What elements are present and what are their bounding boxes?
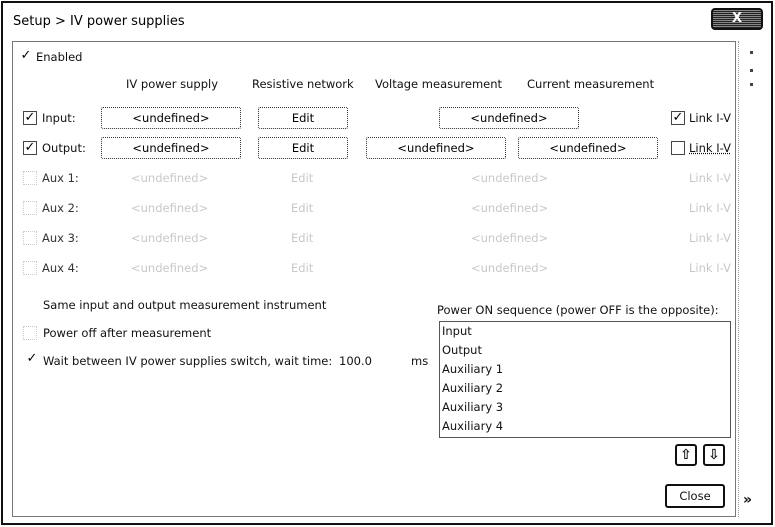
- aux4-supply-button: <undefined>: [131, 261, 209, 275]
- header-iv-power-supply: IV power supply: [126, 77, 218, 91]
- aux3-link-label: Link I-V: [689, 231, 731, 245]
- aux2-label: Aux 2:: [42, 201, 79, 215]
- scroll-dot: [750, 69, 753, 72]
- scroll-dot: [750, 83, 753, 86]
- sequence-label: Power ON sequence (power OFF is the opposite):: [437, 303, 719, 317]
- arrow-up-icon: ⇧: [680, 447, 692, 463]
- arrow-down-icon: ⇩: [708, 447, 720, 463]
- aux1-edit-button: Edit: [291, 171, 314, 185]
- output-current-button[interactable]: <undefined>: [518, 137, 658, 159]
- aux4-checkbox[interactable]: [23, 261, 37, 275]
- wait-checkbox[interactable]: ✓: [26, 351, 38, 366]
- enabled-checkbox[interactable]: ✓: [20, 48, 32, 63]
- window-title: Setup > IV power supplies: [13, 14, 185, 29]
- aux3-edit-button: Edit: [291, 231, 314, 245]
- input-label: Input:: [42, 111, 76, 125]
- output-link-checkbox[interactable]: [671, 141, 685, 155]
- aux2-supply-button: <undefined>: [131, 201, 209, 215]
- list-item[interactable]: Auxiliary 2: [442, 381, 504, 395]
- input-link-checkbox[interactable]: ✓: [672, 110, 684, 125]
- output-edit-button[interactable]: Edit: [258, 137, 348, 159]
- aux2-checkbox[interactable]: [23, 201, 37, 215]
- wait-time-unit: ms: [411, 354, 429, 368]
- setup-window: [1, 1, 773, 525]
- aux4-voltage-button: <undefined>: [471, 261, 549, 275]
- header-current-measurement: Current measurement: [527, 77, 655, 91]
- power-off-checkbox[interactable]: [23, 326, 37, 340]
- aux3-label: Aux 3:: [42, 231, 79, 245]
- window-close-button[interactable]: [711, 8, 763, 30]
- vertical-scrollbar[interactable]: [738, 41, 764, 517]
- aux3-supply-button: <undefined>: [131, 231, 209, 245]
- aux1-label: Aux 1:: [42, 171, 79, 185]
- input-checkbox[interactable]: ✓: [24, 110, 36, 125]
- chevron-right-icon[interactable]: »: [743, 492, 753, 508]
- dialog-content: [12, 41, 736, 517]
- sequence-list[interactable]: [439, 321, 731, 438]
- list-item[interactable]: Input: [442, 324, 472, 338]
- aux1-checkbox[interactable]: [23, 171, 37, 185]
- power-off-label: Power off after measurement: [43, 326, 212, 340]
- list-item[interactable]: Output: [442, 343, 482, 357]
- move-up-button[interactable]: [675, 444, 697, 466]
- aux4-link-label: Link I-V: [689, 261, 731, 275]
- input-voltage-button[interactable]: <undefined>: [439, 107, 579, 129]
- close-icon: X: [731, 11, 743, 26]
- list-item[interactable]: Auxiliary 1: [442, 362, 504, 376]
- aux4-edit-button: Edit: [291, 261, 314, 275]
- aux3-checkbox[interactable]: [23, 231, 37, 245]
- move-down-button[interactable]: [703, 444, 725, 466]
- aux1-link-label: Link I-V: [689, 171, 731, 185]
- input-link-label: Link I-V: [689, 111, 731, 125]
- output-supply-button[interactable]: <undefined>: [101, 137, 241, 159]
- input-supply-button[interactable]: <undefined>: [101, 107, 241, 129]
- wait-time-input[interactable]: 100.0: [339, 354, 372, 368]
- header-resistive-network: Resistive network: [252, 77, 354, 91]
- close-button[interactable]: Close: [665, 484, 725, 508]
- aux2-voltage-button: <undefined>: [471, 201, 549, 215]
- aux3-voltage-button: <undefined>: [471, 231, 549, 245]
- aux2-edit-button: Edit: [291, 201, 314, 215]
- output-checkbox[interactable]: ✓: [24, 140, 36, 155]
- aux1-supply-button: <undefined>: [131, 171, 209, 185]
- aux2-link-label: Link I-V: [689, 201, 731, 215]
- output-label: Output:: [42, 141, 86, 155]
- output-voltage-button[interactable]: <undefined>: [366, 137, 506, 159]
- same-instrument-label: Same input and output measurement instrument: [43, 298, 327, 312]
- enabled-label: Enabled: [36, 50, 83, 64]
- header-voltage-measurement: Voltage measurement: [375, 77, 503, 91]
- title-bar[interactable]: [3, 3, 771, 41]
- wait-label: Wait between IV power supplies switch, wait time:: [43, 354, 333, 368]
- output-link-label: Link I-V: [689, 141, 731, 155]
- scroll-dot: [750, 51, 753, 54]
- input-edit-button[interactable]: Edit: [258, 107, 348, 129]
- list-item[interactable]: Auxiliary 3: [442, 400, 504, 414]
- list-item[interactable]: Auxiliary 4: [442, 419, 504, 433]
- aux4-label: Aux 4:: [42, 261, 79, 275]
- aux1-voltage-button: <undefined>: [471, 171, 549, 185]
